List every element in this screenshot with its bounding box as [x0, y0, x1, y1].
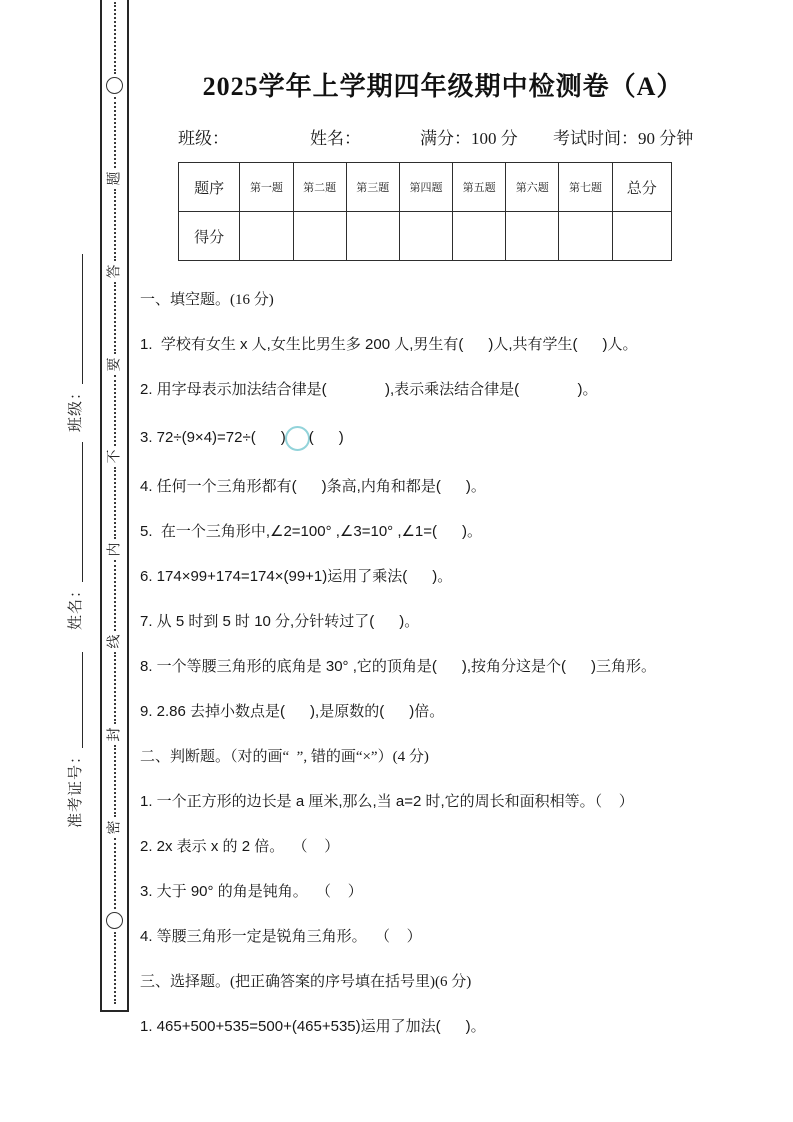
- seal-char: 封: [107, 727, 122, 742]
- fill-question-1: 1. 学校有女生 x 人,女生比男生多 200 人,男生有( )人,共有学生( )人。: [140, 336, 638, 353]
- seal-dotted-segment: [114, 652, 116, 724]
- fill-question-3-post: ( ): [308, 429, 344, 446]
- seal-char: 不: [107, 449, 122, 464]
- seal-circle-icon: [106, 77, 123, 94]
- score-cell: [293, 212, 346, 261]
- seal-dotted-segment: [114, 97, 116, 169]
- seal-dotted-segment: [114, 375, 116, 447]
- score-cell: [240, 212, 293, 261]
- score-table-score-row: [179, 212, 672, 261]
- col-header-q6: 第六题: [506, 163, 559, 212]
- seal-class-label: 班级：: [68, 383, 84, 432]
- col-header-q4: 第四题: [399, 163, 452, 212]
- seal-dotted-segment: [114, 745, 116, 817]
- col-header-question-order: 题序: [179, 163, 240, 212]
- seal-char: 内: [107, 542, 122, 557]
- fill-question-3-pre: 3. 72÷(9×4)=72÷( ): [140, 429, 286, 446]
- seal-dotted-segment: [114, 2, 116, 74]
- fill-question-4: 4. 任何一个三角形都有( )条高,内角和都是( )。: [140, 478, 486, 495]
- score-cell: [453, 212, 506, 261]
- seal-char: 密: [107, 820, 122, 835]
- seal-class-blank: [68, 254, 83, 384]
- col-header-q5: 第五题: [453, 163, 506, 212]
- seal-char: 要: [107, 357, 122, 372]
- score-cell: [559, 212, 612, 261]
- fill-question-2: 2. 用字母表示加法结合律是( ),表示乘法结合律是( )。: [140, 381, 598, 398]
- class-label: 班级：: [178, 129, 229, 148]
- seal-char: 答: [107, 264, 122, 279]
- score-cell: [506, 212, 559, 261]
- exam-number-label: 准考证号：: [68, 747, 84, 828]
- seal-name-blank: [68, 442, 83, 582]
- fill-question-6: 6. 174×99+174=174×(99+1)运用了乘法( )。: [140, 568, 453, 585]
- seal-student-labels: [64, 168, 85, 828]
- full-score-label: 满分：100 分: [420, 129, 518, 148]
- seal-line: [100, 0, 129, 1012]
- judge-question-1: 1. 一个正方形的边长是 a 厘米,那么,当 a=2 时,它的周长和面积相等。（ ）: [140, 793, 634, 810]
- seal-dotted-segment: [114, 282, 116, 354]
- fill-question-7: 7. 从 5 时到 5 时 10 分,分针转过了( )。: [140, 613, 420, 630]
- section-title-judge: 二、判断题。（对的画“ ”, 错的画“×”）(4 分): [140, 749, 429, 765]
- col-header-q7: 第七题: [559, 163, 612, 212]
- exam-time-label: 考试时间：90 分钟: [553, 129, 694, 148]
- questions-area: [140, 291, 746, 1036]
- seal-circle-icon: [106, 912, 123, 929]
- seal-char: 题: [107, 171, 122, 186]
- page-title: 2025学年上学期四年级期中检测卷（A）: [202, 72, 684, 101]
- col-header-q3: 第三题: [346, 163, 399, 212]
- name-label: 姓名：: [310, 129, 361, 148]
- fill-question-3: [140, 426, 746, 451]
- seal-dotted-segment: [114, 560, 116, 632]
- seal-dotted-segment: [114, 932, 116, 1004]
- judge-question-2: 2. 2x 表示 x 的 2 倍。 （ ）: [140, 838, 340, 855]
- section-title-fill: 一、填空题。(16 分): [140, 292, 274, 308]
- exam-number-blank: [68, 652, 83, 748]
- exam-paper: [140, 0, 746, 1063]
- seal-dotted-segment: [114, 838, 116, 910]
- judge-question-4: 4. 等腰三角形一定是锐角三角形。 （ ）: [140, 928, 422, 945]
- score-table-header-row: [179, 163, 672, 212]
- score-row-label: 得分: [179, 212, 240, 261]
- fill-question-5: 5. 在一个三角形中,∠2=100° ,∠3=10° ,∠1=( )。: [140, 523, 483, 540]
- score-cell: [399, 212, 452, 261]
- choice-question-1: 1. 465+500+535=500+(465+535)运用了加法( )。: [140, 1018, 486, 1035]
- score-table: [178, 162, 672, 261]
- seal-dotted-segment: [114, 189, 116, 261]
- judge-question-3: 3. 大于 90° 的角是钝角。 （ ）: [140, 883, 363, 900]
- score-cell: [612, 212, 671, 261]
- fill-question-9: 9. 2.86 去掉小数点是( ),是原数的( )倍。: [140, 703, 445, 720]
- seal-dotted-segment: [114, 467, 116, 539]
- seal-name-label: 姓名：: [68, 581, 84, 630]
- col-header-q1: 第一题: [240, 163, 293, 212]
- col-header-q2: 第二题: [293, 163, 346, 212]
- section-title-choice: 三、选择题。(把正确答案的序号填在括号里)(6 分): [140, 974, 472, 990]
- score-cell: [346, 212, 399, 261]
- col-header-total: 总分: [612, 163, 671, 212]
- exam-info-line: [140, 124, 746, 146]
- seal-char: 线: [107, 634, 122, 649]
- fill-question-8: 8. 一个等腰三角形的底角是 30° ,它的顶角是( ),按角分这是个( )三角形。: [140, 658, 657, 675]
- operator-circle-icon: [285, 426, 310, 451]
